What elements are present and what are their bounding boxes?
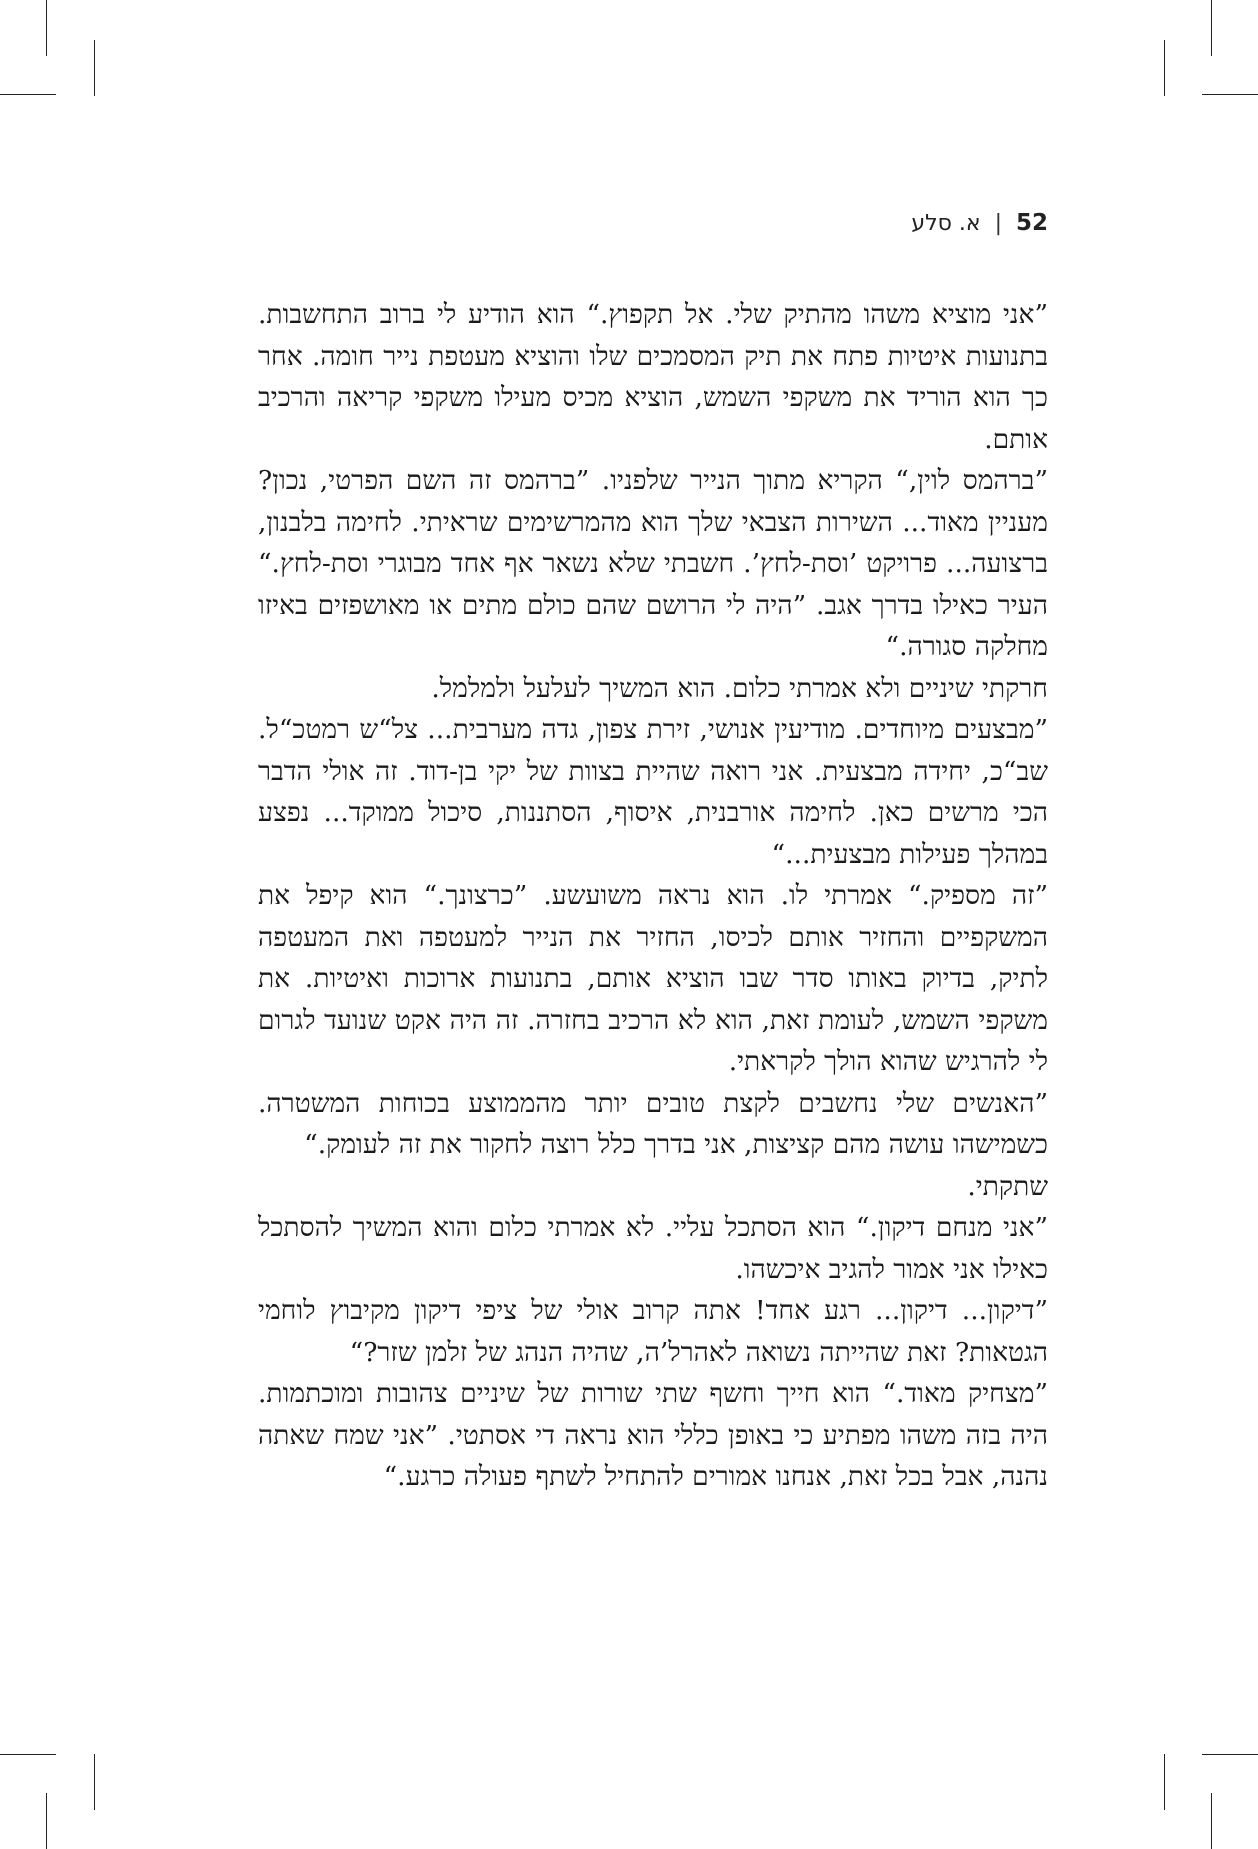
paragraph: ”ברהמס לוין,“ הקריא מתוך הנייר שלפניו. ”ברהמס זה השם הפרטי, נכון? מעניין מאוד... השירות הצבאי שלך הוא מהמרשימים שראיתי. לחימה בלבנון, ברצועה... פרויקט ’וסת-לחץ’. חשבתי שלא נשאר אף אחד מבוגרי וסת-לחץ.“ העיר כאילו בדרך אגב. ”היה לי הרושם שהם כולם מתים או מאושפזים באיזו מחלקה סגורה.“	[258, 465, 1048, 662]
paragraph: ”אני מנחם דיקון.“ הוא הסתכל עליי. לא אמרתי כלום והוא המשיך להסתכל כאילו אני אמור להגיב איכשהו.	[258, 1212, 1048, 1285]
crop-mark	[1211, 0, 1212, 56]
crop-mark	[1202, 94, 1258, 95]
running-head	[911, 210, 1048, 236]
crop-mark	[94, 1754, 95, 1810]
crop-mark	[46, 1793, 47, 1849]
paragraph: שתקתי.	[967, 1170, 1048, 1202]
header-separator: |	[994, 210, 1002, 236]
paragraph: ”מבצעים מיוחדים. מודיעין אנושי, זירת צפון, גדה מערבית... צל“ש רמטכ“ל. שב“כ, יחידה מבצעית. אני רואה שהיית בצוות של יקי בן-דוד. זה אולי הדבר הכי מרשים כאן. לחימה אורבנית, איסוף, הסתננות, סיכול ממוקד... נפצע במהלך פעילות מבצעית...“	[258, 714, 1048, 870]
crop-mark	[1164, 1754, 1165, 1810]
author-name: א. סלע	[911, 210, 981, 236]
crop-mark	[94, 40, 95, 96]
crop-mark	[1164, 40, 1165, 96]
paragraph: ”מצחיק מאוד.“ הוא חייך וחשף שתי שורות של שיניים צהובות ומוכתמות. היה בזה משהו מפתיע כי באופן כללי הוא נראה די אסתטי. ”אני שמח שאתה נהנה, אבל בכל זאת, אנחנו אמורים להתחיל לשתף פעולה כרגע.“	[258, 1378, 1048, 1492]
paragraph: ”אני מוציא משהו מהתיק שלי. אל תקפוץ.“ הוא הודיע לי ברוב התחשבות. בתנועות איטיות פתח את תיק המסמכים שלו והוציא מעטפת נייר חומה. אחר כך הוא הוריד את משקפי השמש, הוציא מכיס מעילו משקפי קריאה והרכיב אותם.	[258, 299, 1048, 455]
crop-mark	[0, 94, 56, 95]
crop-mark	[0, 1754, 56, 1755]
crop-mark	[1211, 1793, 1212, 1849]
paragraph: חרקתי שיניים ולא אמרתי כלום. הוא המשיך לעלעל ולמלמל.	[431, 672, 1048, 704]
paragraph: ”האנשים שלי נחשבים לקצת טובים יותר מהממוצע בכוחות המשטרה. כשמישהו עושה מהם קציצות, אני בדרך כלל רוצה לחקור את זה לעומק.“	[258, 1087, 1048, 1160]
page-number: 52	[1015, 210, 1048, 236]
crop-mark	[46, 0, 47, 56]
page-body	[258, 294, 1048, 1498]
paragraph: ”דיקון... דיקון... רגע אחד! אתה קרוב אולי של ציפי דיקון מקיבוץ לוחמי הגטאות? זאת שהייתה נשואה לאהרל’ה, שהיה הנהג של זלמן שזר?“	[258, 1295, 1048, 1368]
crop-mark	[1202, 1754, 1258, 1755]
paragraph: ”זה מספיק.“ אמרתי לו. הוא נראה משועשע. ”כרצונך.“ הוא קיפל את המשקפיים והחזיר אותם לכיסו, החזיר את הנייר למעטפה ואת המעטפה לתיק, בדיוק באותו סדר שבו הוציא אותם, בתנועות ארוכות ואיטיות. את משקפי השמש, לעומת זאת, הוא לא הרכיב בחזרה. זה היה אקט שנועד לגרום לי להרגיש שהוא הולך לקראתי.	[258, 880, 1048, 1077]
